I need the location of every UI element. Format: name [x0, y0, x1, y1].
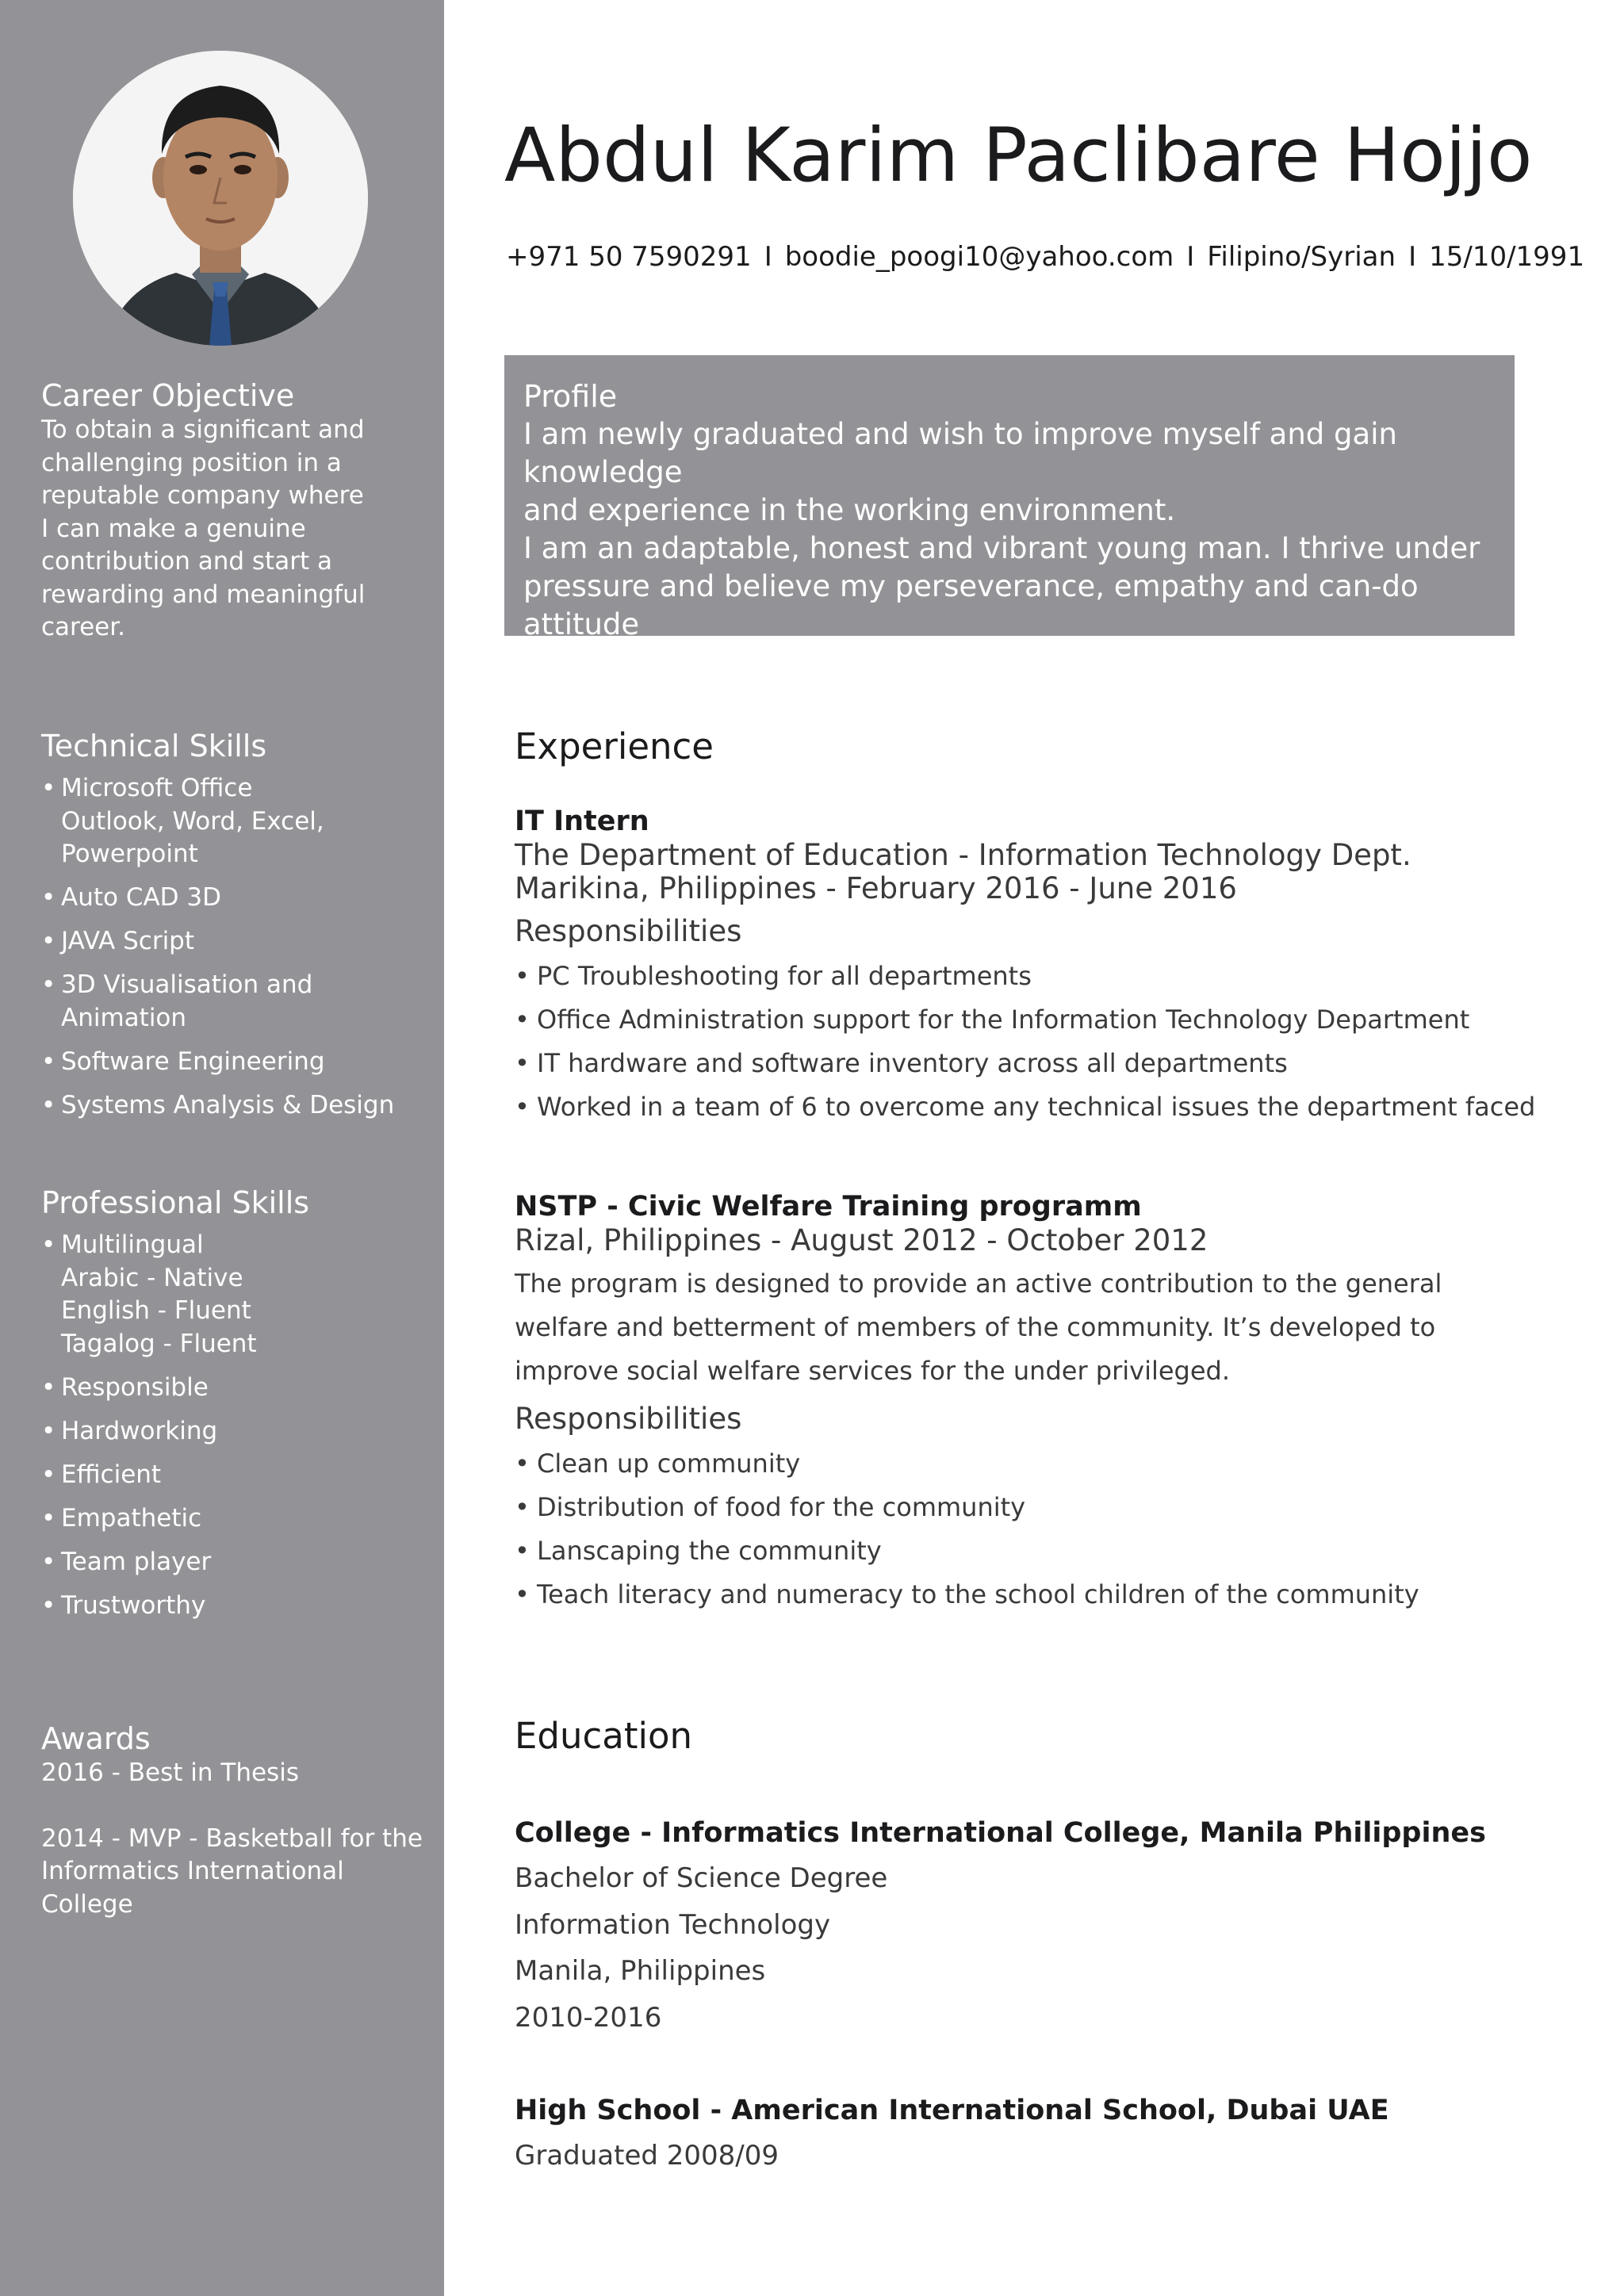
list-item: • Office Administration support for the Information Technology Department [515, 998, 1545, 1042]
phone-number: +971 50 7590291 [506, 241, 752, 273]
job-title: NSTP - Civic Welfare Training programm [515, 1191, 1142, 1223]
profile-section [504, 355, 1515, 679]
avatar [73, 51, 368, 346]
responsibilities-heading: Responsibilities [515, 914, 742, 948]
experience-section [515, 725, 1545, 769]
list-item: • Microsoft Office Outlook, Word, Excel, Powerpoint [41, 772, 430, 871]
list-item: • Teach literacy and numeracy to the school children of the community [515, 1573, 1545, 1617]
profile-line: I am newly graduated and wish to improve myself and gain knowledge [523, 417, 1397, 489]
education-detail: Information Technology [515, 1908, 831, 1941]
education-section [515, 1714, 1545, 1758]
email-address: boodie_poogi10@yahoo.com [784, 241, 1174, 273]
awards-heading: Awards [41, 1721, 151, 1756]
job-location-dates: Rizal, Philippines - August 2012 - October 2012 [515, 1223, 1208, 1257]
professional-skills-heading: Professional Skills [41, 1185, 310, 1220]
awards-section [41, 1720, 430, 1954]
technical-skills-list [41, 772, 430, 1122]
profile-line: pressure and believe my perseverance, empathy and can-do attitude [523, 569, 1419, 641]
profile-line: will help to make a genuine contribution to your organization. [523, 645, 1431, 679]
list-item: • Multilingual Arabic - Native English - Fluent Tagalog - Fluent [41, 1229, 430, 1360]
education-title: College - Informatics International College, Manila Philippines [515, 1817, 1486, 1849]
career-objective-section [41, 377, 430, 645]
list-item: • 3D Visualisation and Animation [41, 969, 430, 1035]
list-item: • Trustworthy [41, 1590, 430, 1623]
list-item: • Empathetic [41, 1502, 430, 1536]
job-organization: The Department of Education - Information Technology Dept. [515, 838, 1411, 872]
list-item: • Systems Analysis & Design [41, 1089, 430, 1123]
profile-line: I am an adaptable, honest and vibrant young man. I thrive under [523, 531, 1480, 565]
education-detail: Bachelor of Science Degree [515, 1862, 888, 1894]
education-title: High School - American International School, Dubai UAE [515, 2095, 1389, 2126]
list-item: • Distribution of food for the community [515, 1486, 1545, 1529]
professional-skills-section [41, 1184, 430, 1633]
job-description: The program is designed to provide an active contribution to the general welfare and betterment of members of the community. It’s developed to improve social welfare services for the under privileged. [515, 1269, 1442, 1386]
career-objective-text: To obtain a significant and challenging position in a reputable company where I can make a genuine contribution and start a rewarding and meaningful career. [41, 415, 366, 641]
list-item: • Worked in a team of 6 to overcome any technical issues the department faced [515, 1085, 1545, 1129]
experience-heading: Experience [515, 725, 714, 767]
separator: I [764, 241, 772, 273]
candidate-name: Abdul Karim Paclibare Hojjo [504, 113, 1533, 199]
list-item: • Hardworking [41, 1415, 430, 1448]
profile-line: and experience in the working environment. [523, 493, 1176, 527]
professional-skills-list [41, 1229, 430, 1622]
education-detail: Manila, Philippines [515, 1955, 766, 1987]
list-item: • JAVA Script [41, 925, 430, 959]
contact-line [506, 239, 1584, 274]
list-item: • Auto CAD 3D [41, 882, 430, 915]
technical-skills-section [41, 728, 430, 1133]
education-detail: Graduated 2008/09 [515, 2140, 779, 2172]
technical-skills-heading: Technical Skills [41, 729, 267, 763]
list-item: • Responsible [41, 1372, 430, 1405]
award-item: 2016 - Best in Thesis [41, 1758, 299, 1787]
education-entry [515, 1816, 1545, 2041]
profile-heading: Profile [523, 379, 618, 414]
education-entry [515, 2093, 1545, 2179]
sidebar [0, 0, 444, 2296]
education-detail: 2010-2016 [515, 2001, 662, 2034]
list-item: • Software Engineering [41, 1046, 430, 1079]
separator: I [1408, 241, 1417, 273]
list-item: • PC Troubleshooting for all departments [515, 955, 1545, 998]
nationality: Filipino/Syrian [1207, 241, 1396, 273]
profile-photo [73, 51, 368, 346]
list-item: • Team player [41, 1546, 430, 1579]
responsibilities-list [515, 955, 1545, 1129]
responsibilities-heading: Responsibilities [515, 1402, 742, 1436]
job-title: IT Intern [515, 806, 649, 837]
separator: I [1186, 241, 1195, 273]
job-entry [515, 1189, 1545, 1617]
award-item: 2014 - MVP - Basketball for the Informatics International College [41, 1823, 423, 1919]
birthdate: 15/10/1991 [1429, 241, 1585, 273]
education-heading: Education [515, 1715, 693, 1757]
list-item: • Lanscaping the community [515, 1529, 1545, 1573]
list-item: • IT hardware and software inventory across all departments [515, 1042, 1545, 1085]
list-item: • Efficient [41, 1459, 430, 1492]
job-location-dates: Marikina, Philippines - February 2016 - June 2016 [515, 871, 1237, 905]
list-item: • Clean up community [515, 1442, 1545, 1486]
career-objective-heading: Career Objective [41, 378, 295, 413]
job-entry [515, 804, 1545, 1129]
responsibilities-list [515, 1442, 1545, 1617]
